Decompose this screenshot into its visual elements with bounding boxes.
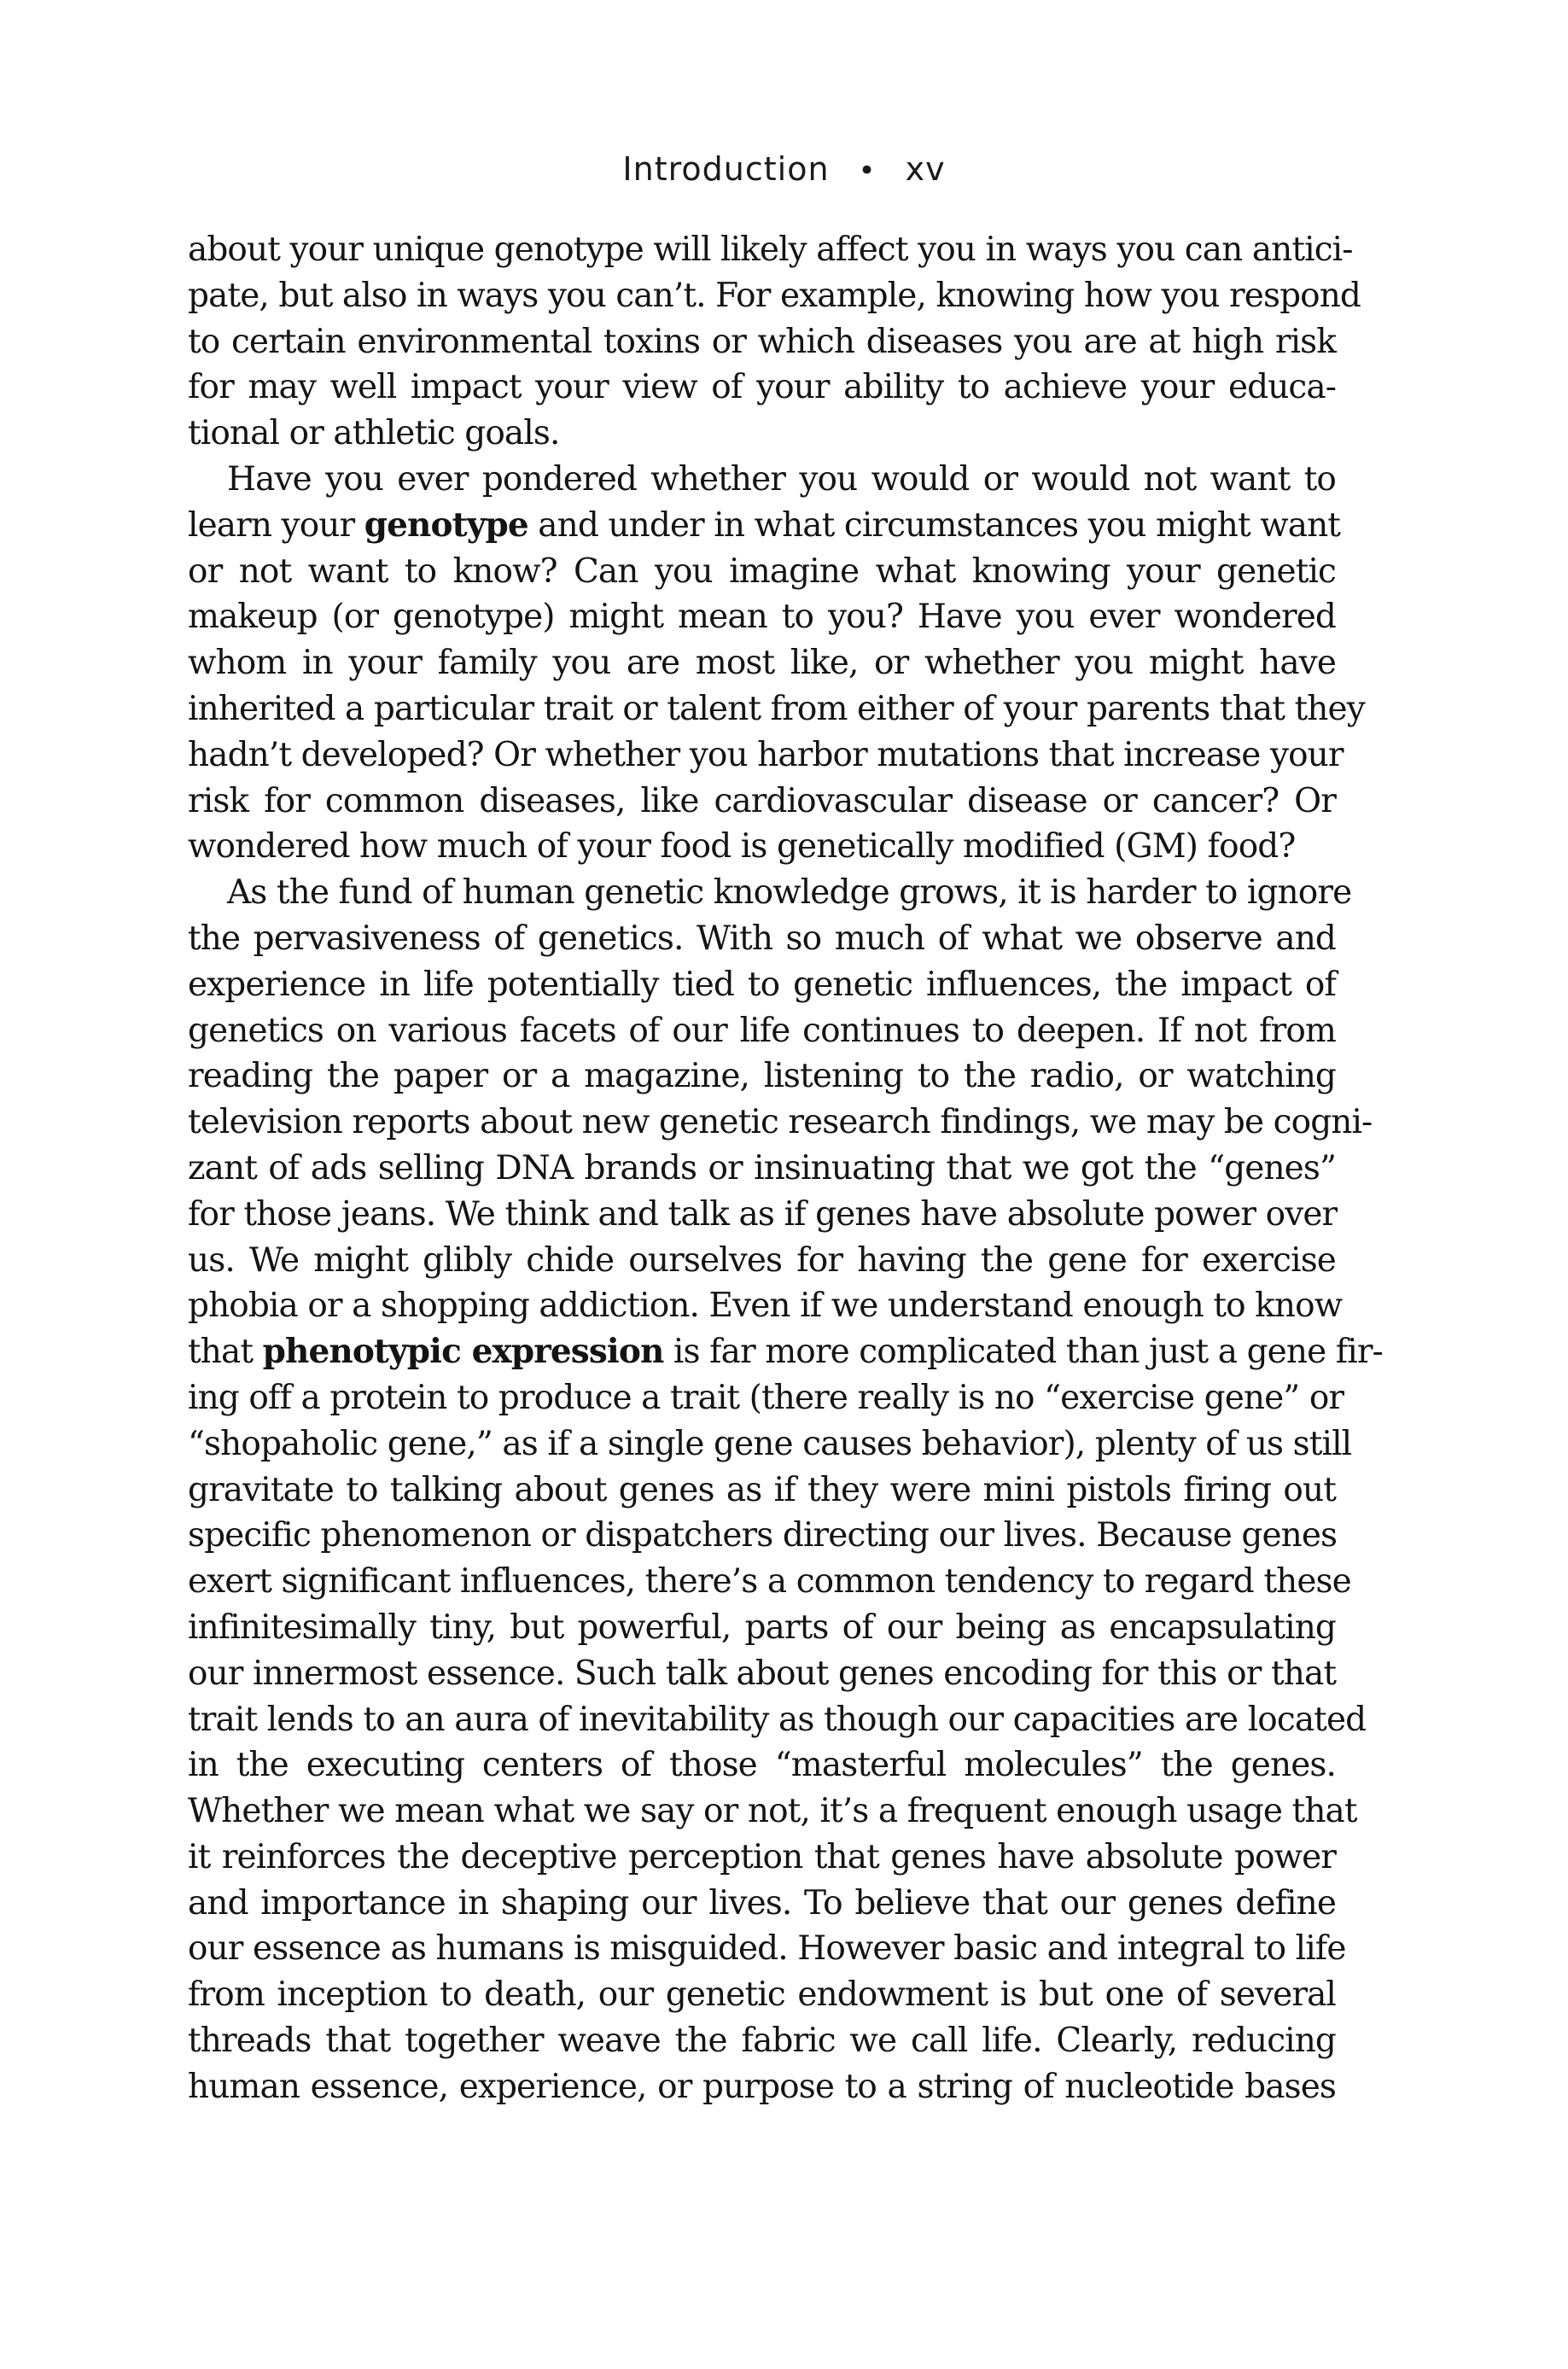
text-line <box>188 503 1341 549</box>
text-line: ing off a protein to produce a trait (there really is no “exercise gene” or <box>188 1378 1344 1417</box>
header-separator: • <box>858 154 877 188</box>
text-line: television reports about new genetic research findings, we may be cogni- <box>188 1103 1373 1142</box>
text-line: our essence as humans is misguided. However basic and integral to life <box>188 1929 1346 1969</box>
text-line: genetics on various facets of our life continues to deepen. If not from <box>188 1011 1336 1050</box>
text-line: exert significant influences, there’s a common tendency to regard these <box>188 1562 1351 1602</box>
text-line: pate, but also in ways you can’t. For example, knowing how you respond <box>188 276 1361 315</box>
text-line: us. We might glibly chide ourselves for having the gene for exercise <box>188 1240 1336 1280</box>
text-line: to certain environmental toxins or which diseases you are at high risk <box>188 322 1336 361</box>
text-line: wondered how much of your food is genetically modified (GM) food? <box>188 827 1296 866</box>
text-line: phobia or a shopping addiction. Even if we understand enough to know <box>188 1287 1343 1326</box>
text-line: risk for common diseases, like cardiovascular disease or cancer? Or <box>188 781 1336 820</box>
text-line: for may well impact your view of your ability to achieve your educa- <box>188 368 1336 407</box>
text-line: As the fund of human genetic knowledge grows, it is harder to ignore <box>227 873 1352 913</box>
text-line <box>188 1329 1383 1375</box>
paragraph <box>188 870 1383 2110</box>
text-line: about your unique genotype will likely affect you in ways you can antici- <box>188 230 1353 269</box>
text-run: is far more complicated than just a gene fir- <box>663 1333 1383 1372</box>
text-line: Whether we mean what we say or not, it’s a frequent enough usage that <box>188 1792 1357 1831</box>
text-line: for those jeans. We think and talk as if genes have absolute power over <box>188 1194 1338 1234</box>
text-line: whom in your family you are most like, or whether you might have <box>188 644 1336 683</box>
text-line: “shopaholic gene,” as if a single gene causes behavior), plenty of us still <box>188 1424 1352 1463</box>
text-line: in the executing centers of those “masterful molecules” the genes. <box>188 1746 1336 1785</box>
text-line: hadn’t developed? Or whether you harbor mutations that increase your <box>188 735 1344 774</box>
running-head <box>0 143 1568 196</box>
text-line: specific phenomenon or dispatchers directing our lives. Because genes <box>188 1516 1338 1555</box>
text-line: zant of ads selling DNA brands or insinuating that we got the “genes” <box>188 1148 1336 1187</box>
text-line: or not want to know? Can you imagine what knowing your genetic <box>188 551 1336 591</box>
text-line: makeup (or genotype) might mean to you? Have you ever wondered <box>188 598 1336 637</box>
glossary-term-phenotypic-expression: phenotypic expression <box>262 1332 664 1372</box>
text-line: from inception to death, our genetic endowment is but one of several <box>188 1975 1336 2015</box>
body-text <box>188 227 1383 2110</box>
text-run: that <box>188 1333 263 1372</box>
paragraph <box>188 227 1361 457</box>
text-line: gravitate to talking about genes as if they were mini pistols firing out <box>188 1470 1336 1509</box>
text-line: our innermost essence. Such talk about genes encoding for this or that <box>188 1654 1337 1693</box>
text-line: threads that together weave the fabric we call life. Clearly, reducing <box>188 2022 1336 2061</box>
glossary-term-genotype: genotype <box>364 505 528 545</box>
text-line: inherited a particular trait or talent from either of your parents that they <box>188 689 1365 728</box>
text-line: infinitesimally tiny, but powerful, parts of our being as encapsulating <box>188 1608 1336 1647</box>
text-line: Have you ever pondered whether you would or would not want to <box>227 459 1336 499</box>
paragraph <box>188 457 1365 870</box>
text-line: it reinforces the deceptive perception that genes have absolute power <box>188 1837 1336 1876</box>
text-line: human essence, experience, or purpose to a string of nucleotide bases <box>188 2067 1336 2106</box>
text-line: tional or athletic goals. <box>188 414 560 453</box>
page-number: xv <box>905 150 946 188</box>
section-title: Introduction <box>622 150 830 188</box>
text-run: and under in what circumstances you might want <box>528 505 1341 545</box>
text-line: experience in life potentially tied to genetic influences, the impact of <box>188 965 1336 1004</box>
text-line: the pervasiveness of genetics. With so much of what we observe and <box>188 919 1336 958</box>
text-line: reading the paper or a magazine, listening to the radio, or watching <box>188 1057 1336 1096</box>
text-line: and importance in shaping our lives. To believe that our genes define <box>188 1883 1336 1923</box>
text-line: trait lends to an aura of inevitability as though our capacities are located <box>188 1700 1367 1739</box>
text-run: learn your <box>188 505 364 545</box>
